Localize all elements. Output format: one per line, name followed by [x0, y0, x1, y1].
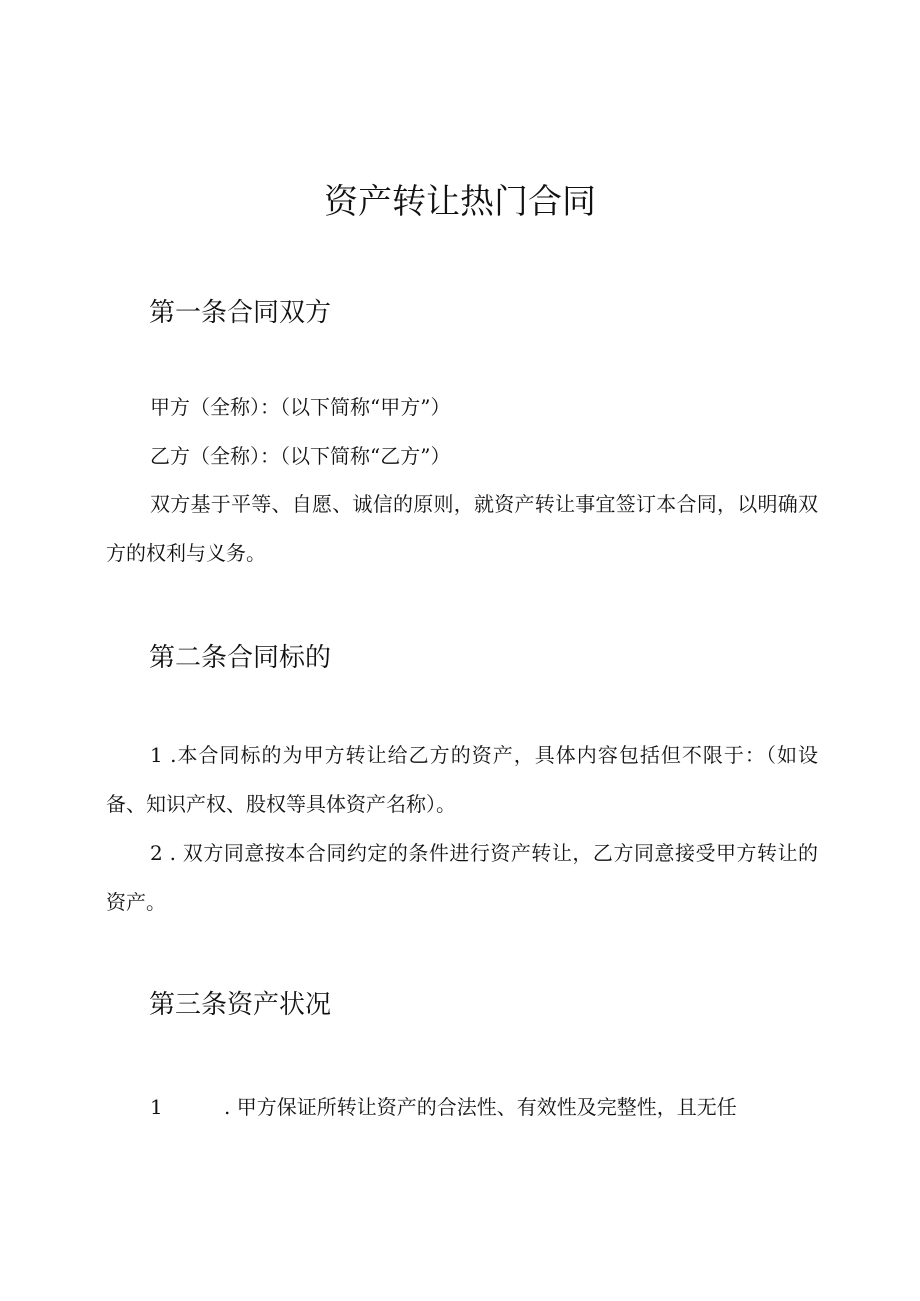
document-title: 资产转让热门合同: [324, 182, 596, 222]
section-heading-1: 第一条合同双方: [149, 298, 332, 328]
section-heading-2: 第二条合同标的: [149, 643, 332, 673]
party-a-line: 甲方（全称）：（以下简称“甲方”）: [150, 395, 451, 419]
principle-paragraph: 双方基于平等、自愿、诚信的原则，就资产转让事宜签订本合同，以明确双方的权利与义务。: [106, 492, 818, 565]
clause-number: 1: [150, 1095, 163, 1119]
subject-clause-1: 1 .本合同标的为甲方转让给乙方的资产，具体内容包括但不限于：（如设备、知识产权、股权等具体资产名称）。: [106, 743, 818, 816]
subject-clause-2: 2 . 双方同意按本合同约定的条件进行资产转让，乙方同意接受甲方转让的资产。: [106, 841, 818, 914]
clause-text: . 甲方保证所转让资产的合法性、有效性及完整性，且无任: [224, 1095, 737, 1119]
party-b-line: 乙方（全称）：（以下简称“乙方”）: [150, 444, 451, 468]
section-heading-3: 第三条资产状况: [149, 990, 332, 1020]
asset-status-clause-1: [106, 1083, 818, 1132]
